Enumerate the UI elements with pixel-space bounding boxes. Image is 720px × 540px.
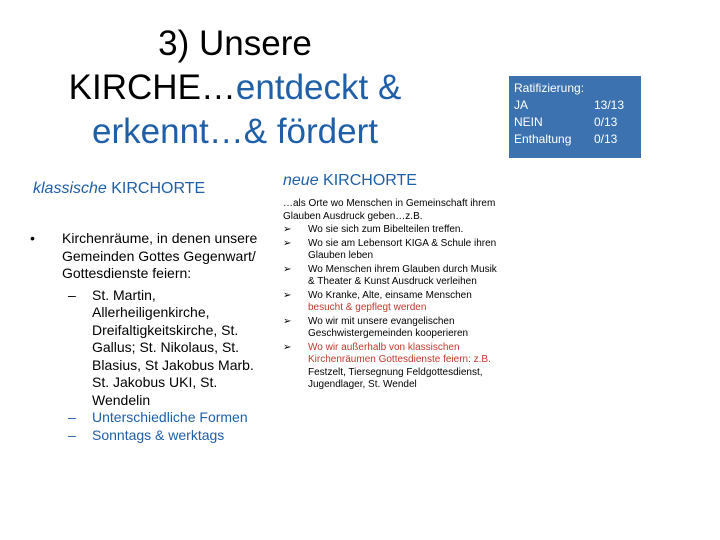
ratification-title: Ratifizierung: (514, 81, 585, 95)
left-heading-rest: KIRCHORTE (106, 180, 206, 197)
ratification-row (514, 97, 641, 114)
bullet-icon: • (30, 230, 35, 246)
list-item (283, 264, 498, 289)
sublist (68, 287, 265, 445)
left-heading (33, 180, 205, 198)
arrow-bullet-icon: ➢ (283, 224, 292, 235)
ratification-label: NEIN (514, 115, 543, 129)
title-line-1 (40, 22, 430, 66)
ratification-box (509, 76, 641, 158)
left-column (30, 230, 265, 444)
ratification-label: JA (514, 98, 529, 112)
list-item-text: Wo sie sich zum Bibelteilen treffen. (308, 224, 464, 235)
list-item-text: Wo wir mit unsere evangelischen Geschwistergemeinden kooperieren (308, 315, 469, 339)
dash-icon: – (68, 286, 76, 303)
list-item (283, 342, 498, 392)
list-item-text: Festzelt, Tiersegnung Feldgottesdienst, Jugendlager, St. Wendel (308, 366, 483, 390)
ratification-value: 0/13 (594, 132, 618, 146)
sublist-item (68, 287, 265, 410)
right-column (283, 198, 498, 392)
list-item (283, 316, 498, 341)
title-line-2 (40, 66, 430, 110)
list-item (283, 238, 498, 263)
arrow-bullet-icon: ➢ (283, 315, 292, 327)
list-item-content (308, 290, 472, 315)
sublist-item-text: Sonntags & werktags (92, 426, 225, 443)
sublist-item-text: St. Martin, Allerheiligenkirche, Dreifaltigkeitskirche, St. Gallus; St. Nikolaus, St. Blasius, St Jakobus Marb. St. Jakobus UKI, St. Wendelin (92, 286, 254, 408)
right-heading-rest: KIRCHORTE (318, 172, 417, 189)
list-item-content (308, 342, 498, 392)
ratification-value: 13/13 (594, 98, 625, 112)
sublist-item (68, 409, 265, 427)
list-item (283, 290, 498, 315)
list-item-highlight: besucht & gepflegt werden (308, 302, 427, 313)
ratification-value: 0/13 (594, 115, 618, 129)
ratification-row (514, 114, 641, 131)
list-item (283, 224, 498, 237)
list-item-text: Wo Kranke, Alte, einsame Menschen (308, 289, 472, 301)
right-intro: …als Orte wo Menschen in Gemeinschaft ihrem Glauben Ausdruck geben…z.B. (283, 198, 496, 222)
bullet-text: Kirchenräume, in denen unsere Gemeinden Gottes Gegenwart/ Gottesdienste feiern: (62, 230, 258, 281)
right-heading (283, 172, 417, 190)
dash-icon: – (68, 409, 76, 425)
ratification-row (514, 131, 641, 148)
arrow-bullet-icon: ➢ (283, 263, 292, 275)
list-item (30, 230, 265, 283)
left-heading-italic: klassische (33, 180, 107, 197)
list-item-text: Wo Menschen ihrem Glauben durch Musik & Theater & Kunst Ausdruck verleihen (308, 263, 497, 287)
arrow-bullet-icon: ➢ (283, 237, 292, 249)
dash-icon: – (68, 426, 76, 443)
arrow-bullet-icon: ➢ (283, 289, 292, 301)
title-line-3: erkennt…& fördert (92, 112, 378, 151)
list-item-text: Wo sie am Lebensort KIGA & Schule ihren Glauben leben (308, 237, 497, 261)
sublist-item-text: Unterschiedliche Formen (92, 409, 248, 425)
arrow-bullet-icon: ➢ (283, 341, 292, 353)
ratification-label: Enthaltung (514, 132, 572, 146)
title-line-1-text: 3) Unsere (158, 24, 312, 63)
list-item-highlight: Wo wir außerhalb von klassischen Kirchenräumen Gottesdienste feiern: z.B. (308, 341, 491, 365)
slide-title (40, 22, 430, 154)
sublist-item (68, 427, 265, 445)
title-line-2-black: KIRCHE… (68, 68, 236, 107)
right-heading-italic: neue (283, 172, 319, 189)
title-line-2-blue: entdeckt & (235, 68, 402, 107)
